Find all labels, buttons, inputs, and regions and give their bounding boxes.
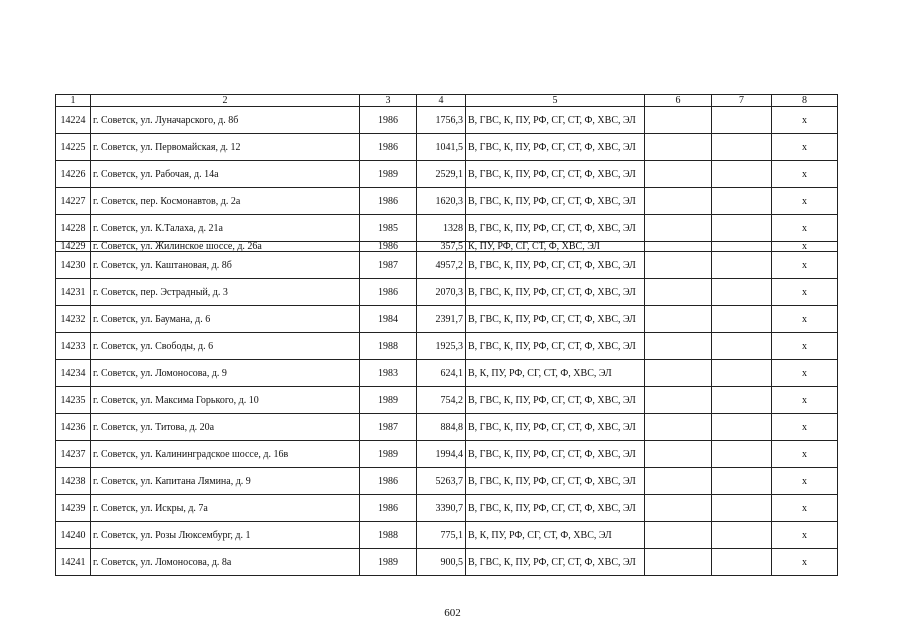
table-body (56, 107, 838, 576)
year-cell: 1989 (360, 387, 417, 414)
table-row (56, 215, 838, 242)
column-7-cell (712, 107, 772, 134)
row-number: 14230 (56, 252, 91, 279)
address-cell: г. Советск, ул. Первомайская, д. 12 (91, 134, 360, 161)
table-row (56, 279, 838, 306)
column-8-mark: x (772, 242, 838, 252)
year-cell: 1988 (360, 333, 417, 360)
elements-cell: В, ГВС, К, ПУ, РФ, СГ, СТ, Ф, ХВС, ЭЛ (466, 252, 645, 279)
area-cell: 775,1 (417, 522, 466, 549)
year-cell: 1986 (360, 188, 417, 215)
column-7-cell (712, 161, 772, 188)
table-row (56, 242, 838, 252)
column-7-cell (712, 242, 772, 252)
column-6-cell (645, 387, 712, 414)
elements-cell: В, К, ПУ, РФ, СГ, СТ, Ф, ХВС, ЭЛ (466, 522, 645, 549)
column-7-cell (712, 134, 772, 161)
year-cell: 1989 (360, 161, 417, 188)
column-6-cell (645, 522, 712, 549)
column-6-cell (645, 468, 712, 495)
table-row (56, 134, 838, 161)
year-cell: 1983 (360, 360, 417, 387)
column-8-mark: x (772, 306, 838, 333)
area-cell: 1994,4 (417, 441, 466, 468)
year-cell: 1986 (360, 279, 417, 306)
column-7-cell (712, 333, 772, 360)
column-6-cell (645, 134, 712, 161)
elements-cell: В, ГВС, К, ПУ, РФ, СГ, СТ, Ф, ХВС, ЭЛ (466, 306, 645, 333)
year-cell: 1987 (360, 414, 417, 441)
table-row (56, 414, 838, 441)
column-6-cell (645, 495, 712, 522)
year-cell: 1986 (360, 242, 417, 252)
column-7-cell (712, 414, 772, 441)
row-number: 14241 (56, 549, 91, 576)
column-6-cell (645, 360, 712, 387)
area-cell: 884,8 (417, 414, 466, 441)
column-8-mark: x (772, 333, 838, 360)
column-7-cell (712, 468, 772, 495)
area-cell: 1041,5 (417, 134, 466, 161)
column-8-mark: x (772, 161, 838, 188)
column-8-mark: x (772, 360, 838, 387)
column-8-mark: x (772, 549, 838, 576)
area-cell: 357,5 (417, 242, 466, 252)
address-cell: г. Советск, ул. Капитана Лямина, д. 9 (91, 468, 360, 495)
address-cell: г. Советск, пер. Эстрадный, д. 3 (91, 279, 360, 306)
table-row (56, 495, 838, 522)
year-cell: 1987 (360, 252, 417, 279)
area-cell: 2070,3 (417, 279, 466, 306)
row-number: 14239 (56, 495, 91, 522)
column-header: 1 (56, 95, 91, 107)
address-cell: г. Советск, ул. Жилинское шоссе, д. 26а (91, 242, 360, 252)
column-8-mark: x (772, 414, 838, 441)
column-7-cell (712, 495, 772, 522)
address-cell: г. Советск, ул. Ломоносова, д. 9 (91, 360, 360, 387)
table-row (56, 360, 838, 387)
table-row (56, 107, 838, 134)
column-header: 5 (466, 95, 645, 107)
column-7-cell (712, 306, 772, 333)
column-8-mark: x (772, 468, 838, 495)
year-cell: 1984 (360, 306, 417, 333)
column-header: 6 (645, 95, 712, 107)
column-8-mark: x (772, 387, 838, 414)
column-8-mark: x (772, 215, 838, 242)
row-number: 14228 (56, 215, 91, 242)
row-number: 14231 (56, 279, 91, 306)
column-7-cell (712, 188, 772, 215)
column-8-mark: x (772, 441, 838, 468)
year-cell: 1986 (360, 468, 417, 495)
row-number: 14224 (56, 107, 91, 134)
elements-cell: В, ГВС, К, ПУ, РФ, СГ, СТ, Ф, ХВС, ЭЛ (466, 414, 645, 441)
address-cell: г. Советск, пер. Космонавтов, д. 2а (91, 188, 360, 215)
area-cell: 624,1 (417, 360, 466, 387)
area-cell: 1925,3 (417, 333, 466, 360)
area-cell: 1756,3 (417, 107, 466, 134)
address-cell: г. Советск, ул. Искры, д. 7а (91, 495, 360, 522)
column-6-cell (645, 306, 712, 333)
column-6-cell (645, 414, 712, 441)
area-cell: 4957,2 (417, 252, 466, 279)
year-cell: 1989 (360, 549, 417, 576)
table-row (56, 522, 838, 549)
column-6-cell (645, 161, 712, 188)
elements-cell: В, ГВС, К, ПУ, РФ, СГ, СТ, Ф, ХВС, ЭЛ (466, 468, 645, 495)
column-7-cell (712, 441, 772, 468)
column-8-mark: x (772, 522, 838, 549)
elements-cell: В, ГВС, К, ПУ, РФ, СГ, СТ, Ф, ХВС, ЭЛ (466, 161, 645, 188)
elements-cell: В, ГВС, К, ПУ, РФ, СГ, СТ, Ф, ХВС, ЭЛ (466, 134, 645, 161)
page-number: 602 (444, 607, 461, 619)
column-7-cell (712, 215, 772, 242)
column-7-cell (712, 522, 772, 549)
table-row (56, 441, 838, 468)
row-number: 14233 (56, 333, 91, 360)
elements-cell: В, ГВС, К, ПУ, РФ, СГ, СТ, Ф, ХВС, ЭЛ (466, 215, 645, 242)
row-number: 14237 (56, 441, 91, 468)
year-cell: 1986 (360, 134, 417, 161)
table-row (56, 188, 838, 215)
area-cell: 3390,7 (417, 495, 466, 522)
address-cell: г. Советск, ул. Калининградское шоссе, д. 16в (91, 441, 360, 468)
column-6-cell (645, 252, 712, 279)
column-6-cell (645, 279, 712, 306)
address-cell: г. Советск, ул. Розы Люксембург, д. 1 (91, 522, 360, 549)
elements-cell: В, ГВС, К, ПУ, РФ, СГ, СТ, Ф, ХВС, ЭЛ (466, 441, 645, 468)
area-cell: 2529,1 (417, 161, 466, 188)
elements-cell: В, ГВС, К, ПУ, РФ, СГ, СТ, Ф, ХВС, ЭЛ (466, 333, 645, 360)
year-cell: 1988 (360, 522, 417, 549)
address-cell: г. Советск, ул. Каштановая, д. 8б (91, 252, 360, 279)
column-8-mark: x (772, 134, 838, 161)
column-6-cell (645, 549, 712, 576)
column-8-mark: x (772, 252, 838, 279)
area-cell: 2391,7 (417, 306, 466, 333)
column-6-cell (645, 242, 712, 252)
year-cell: 1986 (360, 495, 417, 522)
row-number: 14240 (56, 522, 91, 549)
table-row (56, 549, 838, 576)
address-cell: г. Советск, ул. Максима Горького, д. 10 (91, 387, 360, 414)
elements-cell: К, ПУ, РФ, СГ, СТ, Ф, ХВС, ЭЛ (466, 242, 645, 252)
year-cell: 1985 (360, 215, 417, 242)
column-8-mark: x (772, 279, 838, 306)
column-7-cell (712, 360, 772, 387)
column-header: 4 (417, 95, 466, 107)
column-6-cell (645, 215, 712, 242)
table-row (56, 333, 838, 360)
column-header: 2 (91, 95, 360, 107)
address-cell: г. Советск, ул. Баумана, д. 6 (91, 306, 360, 333)
table-row (56, 468, 838, 495)
year-cell: 1989 (360, 441, 417, 468)
column-7-cell (712, 279, 772, 306)
column-header: 3 (360, 95, 417, 107)
address-cell: г. Советск, ул. Луначарского, д. 8б (91, 107, 360, 134)
address-cell: г. Советск, ул. К.Талаха, д. 21а (91, 215, 360, 242)
row-number: 14235 (56, 387, 91, 414)
column-6-cell (645, 333, 712, 360)
elements-cell: В, ГВС, К, ПУ, РФ, СГ, СТ, Ф, ХВС, ЭЛ (466, 549, 645, 576)
table-row (56, 161, 838, 188)
column-header: 8 (772, 95, 838, 107)
column-8-mark: x (772, 188, 838, 215)
address-cell: г. Советск, ул. Титова, д. 20а (91, 414, 360, 441)
row-number: 14236 (56, 414, 91, 441)
row-number: 14238 (56, 468, 91, 495)
area-cell: 1328 (417, 215, 466, 242)
table-row (56, 387, 838, 414)
column-6-cell (645, 188, 712, 215)
address-cell: г. Советск, ул. Ломоносова, д. 8а (91, 549, 360, 576)
column-6-cell (645, 107, 712, 134)
row-number: 14234 (56, 360, 91, 387)
elements-cell: В, ГВС, К, ПУ, РФ, СГ, СТ, Ф, ХВС, ЭЛ (466, 387, 645, 414)
elements-cell: В, ГВС, К, ПУ, РФ, СГ, СТ, Ф, ХВС, ЭЛ (466, 107, 645, 134)
area-cell: 900,5 (417, 549, 466, 576)
row-number: 14225 (56, 134, 91, 161)
elements-cell: В, К, ПУ, РФ, СГ, СТ, Ф, ХВС, ЭЛ (466, 360, 645, 387)
housing-register-table (55, 94, 838, 576)
column-7-cell (712, 549, 772, 576)
elements-cell: В, ГВС, К, ПУ, РФ, СГ, СТ, Ф, ХВС, ЭЛ (466, 279, 645, 306)
row-number: 14232 (56, 306, 91, 333)
year-cell: 1986 (360, 107, 417, 134)
address-cell: г. Советск, ул. Рабочая, д. 14а (91, 161, 360, 188)
address-cell: г. Советск, ул. Свободы, д. 6 (91, 333, 360, 360)
area-cell: 5263,7 (417, 468, 466, 495)
column-7-cell (712, 252, 772, 279)
column-8-mark: x (772, 495, 838, 522)
row-number: 14229 (56, 242, 91, 252)
row-number: 14227 (56, 188, 91, 215)
column-6-cell (645, 441, 712, 468)
row-number: 14226 (56, 161, 91, 188)
column-7-cell (712, 387, 772, 414)
area-cell: 754,2 (417, 387, 466, 414)
elements-cell: В, ГВС, К, ПУ, РФ, СГ, СТ, Ф, ХВС, ЭЛ (466, 495, 645, 522)
elements-cell: В, ГВС, К, ПУ, РФ, СГ, СТ, Ф, ХВС, ЭЛ (466, 188, 645, 215)
column-8-mark: x (772, 107, 838, 134)
table-row (56, 252, 838, 279)
column-header: 7 (712, 95, 772, 107)
table-header (56, 95, 838, 107)
area-cell: 1620,3 (417, 188, 466, 215)
table-row (56, 306, 838, 333)
